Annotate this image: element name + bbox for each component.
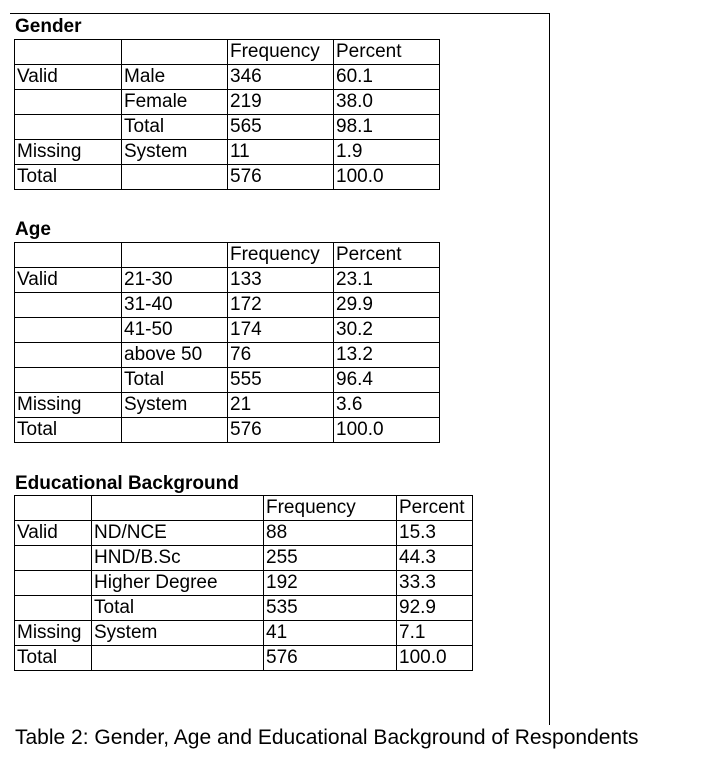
education-table <box>14 495 473 671</box>
gender-table <box>14 39 440 190</box>
table-row <box>15 521 473 546</box>
category-cell <box>15 368 122 393</box>
frequency-cell: 555 <box>228 368 334 393</box>
category-cell <box>15 546 92 571</box>
item-cell: 41-50 <box>122 318 228 343</box>
table-row <box>15 268 440 293</box>
category-cell: Total <box>15 646 92 671</box>
category-cell: Missing <box>15 140 122 165</box>
frequency-cell: 76 <box>228 343 334 368</box>
frequency-cell: 346 <box>228 65 334 90</box>
category-cell <box>15 115 122 140</box>
percent-cell: 38.0 <box>334 90 440 115</box>
frequency-cell: 192 <box>264 571 397 596</box>
frequency-cell: 174 <box>228 318 334 343</box>
table-row <box>15 318 440 343</box>
item-cell: Male <box>122 65 228 90</box>
percent-cell: 29.9 <box>334 293 440 318</box>
frequency-cell: 133 <box>228 268 334 293</box>
table-row <box>15 418 440 443</box>
item-cell: HND/B.Sc <box>92 546 264 571</box>
frequency-cell: 535 <box>264 596 397 621</box>
item-cell: 31-40 <box>122 293 228 318</box>
category-cell: Valid <box>15 268 122 293</box>
age-section-title: Age <box>15 219 51 240</box>
category-cell <box>15 293 122 318</box>
header-row <box>15 243 440 268</box>
percent-cell: 100.0 <box>334 418 440 443</box>
item-cell: 21-30 <box>122 268 228 293</box>
percent-cell: 23.1 <box>334 268 440 293</box>
item-cell: Total <box>122 115 228 140</box>
table-row <box>15 65 440 90</box>
category-cell <box>15 243 122 268</box>
frequency-cell: Frequency <box>228 40 334 65</box>
frequency-cell: Frequency <box>264 496 397 521</box>
percent-cell: 100.0 <box>397 646 473 671</box>
percent-cell: 60.1 <box>334 65 440 90</box>
item-cell <box>92 496 264 521</box>
category-cell: Missing <box>15 393 122 418</box>
item-cell: System <box>92 621 264 646</box>
percent-cell: 7.1 <box>397 621 473 646</box>
table-row <box>15 546 473 571</box>
item-cell <box>122 40 228 65</box>
category-cell: Total <box>15 418 122 443</box>
percent-cell: 44.3 <box>397 546 473 571</box>
frequency-cell: 172 <box>228 293 334 318</box>
education-section-title: Educational Background <box>15 473 239 494</box>
frequency-cell: 576 <box>228 418 334 443</box>
item-cell: ND/NCE <box>92 521 264 546</box>
item-cell: Total <box>92 596 264 621</box>
percent-cell: 98.1 <box>334 115 440 140</box>
table-row <box>15 368 440 393</box>
category-cell <box>15 318 122 343</box>
category-cell: Total <box>15 165 122 190</box>
item-cell: System <box>122 140 228 165</box>
frequency-cell: 11 <box>228 140 334 165</box>
item-cell <box>122 418 228 443</box>
category-cell: Valid <box>15 65 122 90</box>
category-cell <box>15 40 122 65</box>
percent-cell: 92.9 <box>397 596 473 621</box>
item-cell: Total <box>122 368 228 393</box>
gender-section-title: Gender <box>15 16 82 37</box>
category-cell: Missing <box>15 621 92 646</box>
table-row <box>15 115 440 140</box>
item-cell: System <box>122 393 228 418</box>
item-cell <box>122 165 228 190</box>
percent-cell: 3.6 <box>334 393 440 418</box>
table-row <box>15 646 473 671</box>
frequency-cell: 255 <box>264 546 397 571</box>
percent-cell: 15.3 <box>397 521 473 546</box>
item-cell: above 50 <box>122 343 228 368</box>
category-cell <box>15 496 92 521</box>
percent-cell: 33.3 <box>397 571 473 596</box>
table-row <box>15 165 440 190</box>
frequency-cell: 576 <box>264 646 397 671</box>
table-row <box>15 393 440 418</box>
table-row <box>15 90 440 115</box>
table-row <box>15 571 473 596</box>
table-row <box>15 596 473 621</box>
frequency-cell: 41 <box>264 621 397 646</box>
percent-cell: 13.2 <box>334 343 440 368</box>
item-cell <box>122 243 228 268</box>
percent-cell: Percent <box>334 243 440 268</box>
header-row <box>15 40 440 65</box>
table-row <box>15 621 473 646</box>
item-cell: Female <box>122 90 228 115</box>
table-row <box>15 343 440 368</box>
frequency-cell: 88 <box>264 521 397 546</box>
category-cell <box>15 596 92 621</box>
category-cell <box>15 571 92 596</box>
category-cell <box>15 343 122 368</box>
percent-cell: 1.9 <box>334 140 440 165</box>
category-cell: Valid <box>15 521 92 546</box>
age-table <box>14 242 440 443</box>
header-row <box>15 496 473 521</box>
percent-cell: 100.0 <box>334 165 440 190</box>
table-row <box>15 140 440 165</box>
percent-cell: Percent <box>334 40 440 65</box>
table-row <box>15 293 440 318</box>
frequency-cell: 565 <box>228 115 334 140</box>
item-cell <box>92 646 264 671</box>
frequency-cell: 21 <box>228 393 334 418</box>
category-cell <box>15 90 122 115</box>
frequency-cell: Frequency <box>228 243 334 268</box>
frequency-cell: 219 <box>228 90 334 115</box>
percent-cell: 30.2 <box>334 318 440 343</box>
percent-cell: Percent <box>397 496 473 521</box>
percent-cell: 96.4 <box>334 368 440 393</box>
frequency-cell: 576 <box>228 165 334 190</box>
item-cell: Higher Degree <box>92 571 264 596</box>
table-caption: Table 2: Gender, Age and Educational Background of Respondents <box>15 726 639 749</box>
